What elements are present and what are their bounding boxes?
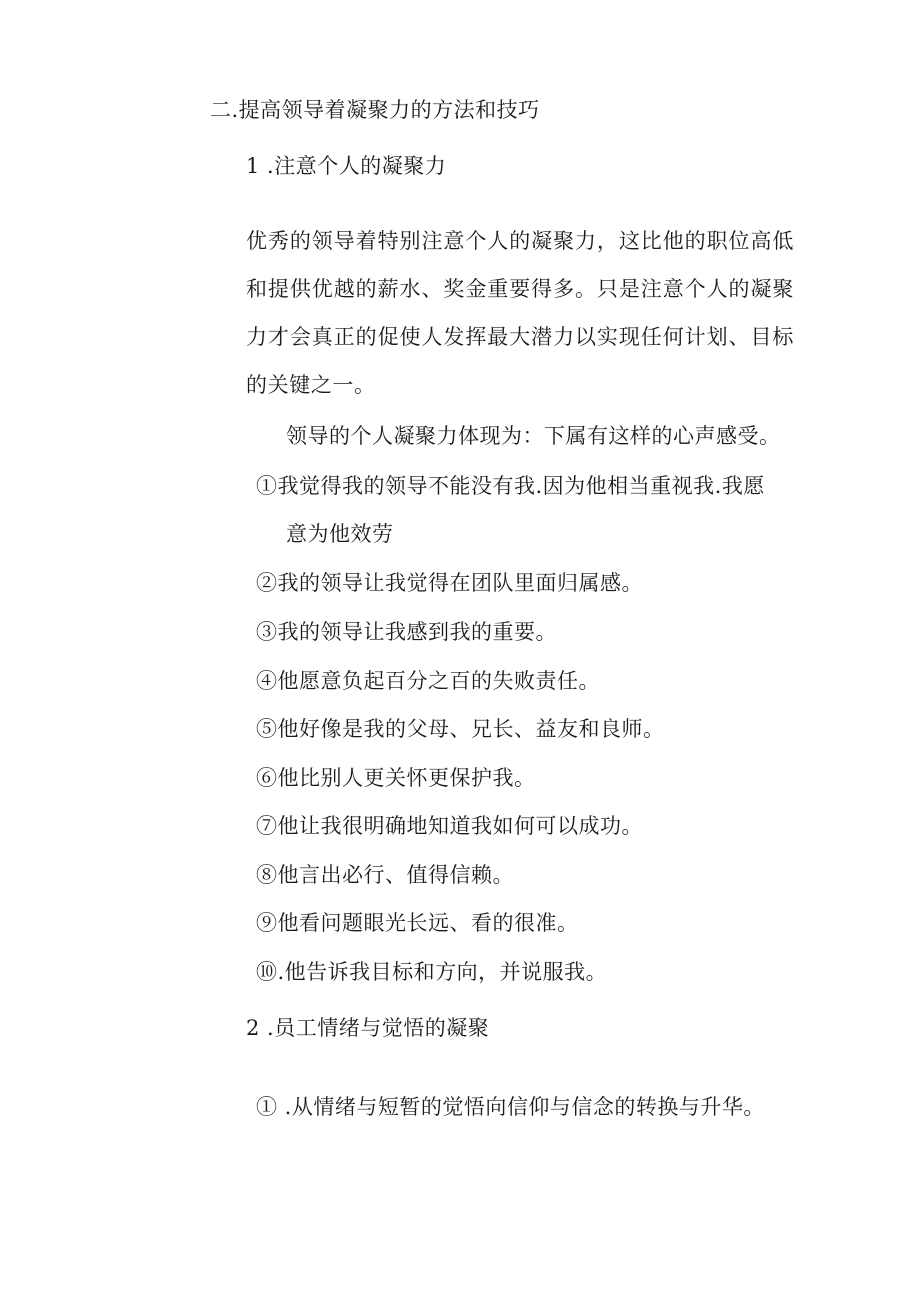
list-item: ①我觉得我的领导不能没有我.因为他相当重视我.我愿: [256, 474, 765, 498]
list-item: ⑧他言出必行、值得信赖。: [256, 863, 514, 887]
subsection-1-paragraph: 优秀的领导着特别注意个人的凝聚力，这比他的职位高低和提供优越的薪水、奖金重要得多。只是注意个人的凝聚力才会真正的促使人发挥最大潜力以实现任何计划、目标的关键之一。: [246, 229, 794, 397]
list-item: ⑦他让我很明确地知道我如何可以成功。: [256, 814, 643, 838]
list-item: ④他愿意负起百分之百的失败责任。: [256, 669, 600, 693]
subsection-2-item: ① .从情绪与短暂的觉悟向信仰与信念的转换与升华。: [256, 1095, 765, 1119]
section-title: 二.提高领导着凝聚力的方法和技巧: [210, 98, 540, 122]
list-item-continuation: 意为他效劳: [286, 522, 394, 546]
list-item: ⑩.他告诉我目标和方向，并说服我。: [256, 960, 608, 984]
list-item: ③我的领导让我感到我的重要。: [256, 620, 557, 644]
subsection-heading-2: 2 .员工情绪与觉悟的凝聚: [246, 1016, 490, 1040]
list-item: ⑥他比别人更关怀更保护我。: [256, 766, 536, 790]
list-item: ⑤他好像是我的父母、兄长、益友和良师。: [256, 717, 665, 741]
intro-line: 领导的个人凝聚力体现为：下属有这样的心声感受。: [286, 424, 781, 448]
list-item: ⑨他看问题眼光长远、看的很准。: [256, 911, 579, 935]
list-item: ②我的领导让我觉得在团队里面归属感。: [256, 571, 643, 595]
subsection-heading-1: 1 .注意个人的凝聚力: [246, 154, 447, 178]
